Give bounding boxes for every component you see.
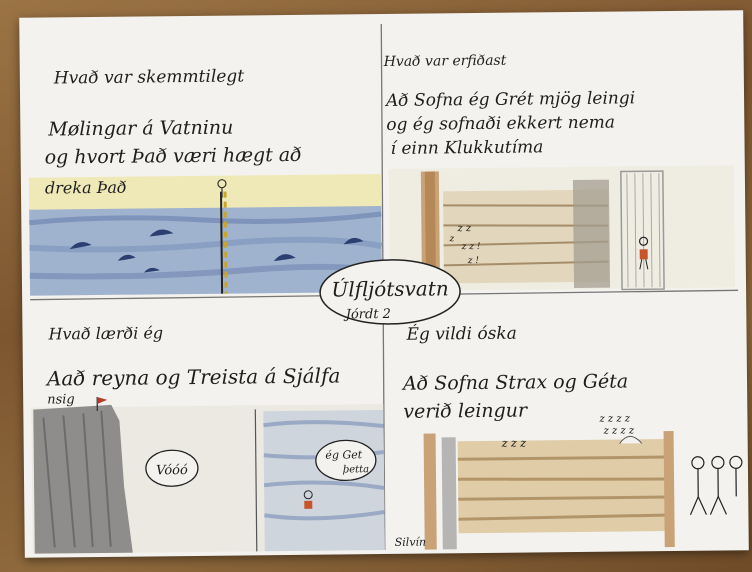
bed-drawing [424, 430, 743, 549]
text-top-right-2: og ég sofnaði ekkert nema [386, 112, 616, 135]
snore-top-1: z z [457, 223, 472, 235]
comic-drawing [19, 10, 749, 558]
heading-bottom-right: Ég vildi óska [406, 323, 517, 345]
bubble-right-text-1: ég Get [325, 448, 363, 462]
heading-top-right: Hvað var erfiðast [383, 52, 507, 70]
text-top-right-3: í einn Klukkutíma [390, 137, 544, 159]
snore-bottom-3: z z z z [603, 425, 635, 437]
heading-bottom-left: Hvað lærði ég [48, 323, 164, 344]
text-top-left-1: Mølingar á Vatninu [48, 116, 234, 141]
bubble-left-text: Vóóó [156, 463, 188, 479]
title-subtext: Jórdt 2 [345, 306, 391, 323]
snore-bottom-1: z z z [501, 436, 527, 450]
heading-top-left: Hvað var skemmtilegt [53, 66, 245, 89]
snore-top-3: z z ! [461, 241, 481, 253]
text-top-left-3: dreka Það [44, 177, 127, 198]
text-bottom-right-1: Að Sofna Strax og Géta [402, 370, 629, 395]
text-bottom-left-2: nsig [47, 392, 75, 408]
bubble-right-text-2: þetta [342, 464, 370, 476]
snore-top-2: z [449, 234, 455, 245]
text-bottom-right-2: verið leingur [403, 399, 528, 423]
text-top-right-1: Að Sofna ég Grét mjög leingi [385, 88, 636, 111]
title-text: Úlfljótsvatn [331, 276, 449, 302]
snore-bottom-2: z z z z [599, 413, 631, 425]
signature: Silvín [394, 535, 427, 549]
text-bottom-left-1: Aað reyna og Treista á Sjálfa [46, 363, 341, 391]
snore-top-4: z ! [467, 256, 480, 267]
text-top-left-2: og hvort Það væri hægt að [44, 143, 302, 169]
paper-sheet [19, 10, 749, 558]
